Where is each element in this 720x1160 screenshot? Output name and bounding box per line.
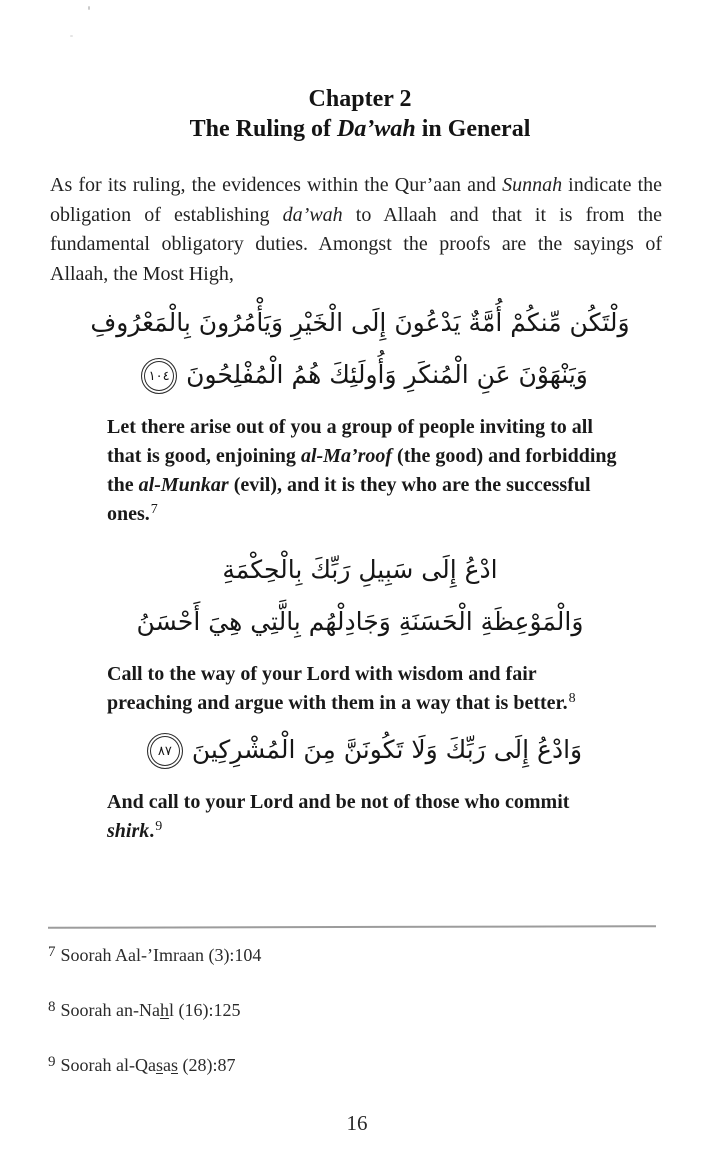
arabic-text: ادْعُ إِلَى سَبِيلِ رَبِّكَ بِالْحِكْمَةِ xyxy=(222,555,498,584)
chapter-subtitle xyxy=(0,114,720,144)
footnote-number: 9 xyxy=(48,1053,56,1070)
arabic-verse-3 xyxy=(0,724,720,776)
page-number xyxy=(0,1111,714,1136)
arabic-verse-3-line-1 xyxy=(0,724,720,776)
ayah-number: ١٠٤ xyxy=(148,368,170,384)
footnote-9 xyxy=(48,1054,720,1079)
footnote-8 xyxy=(48,999,720,1024)
footnote-text: l (16):125 xyxy=(168,999,241,1020)
translation-text: Let there arise out of you a group of people inviting to all that is good, enjoining xyxy=(107,416,593,467)
arabic-verse-1-line-1 xyxy=(0,297,720,349)
footnote-area xyxy=(0,926,720,1079)
footnote-underlined-letter: s xyxy=(170,1054,178,1075)
chapter-heading xyxy=(0,0,720,144)
page-number-text: 16 xyxy=(346,1111,368,1135)
footnote-ref-9: 9 xyxy=(155,819,163,834)
intro-italic-sunnah: Sunnah xyxy=(502,174,563,196)
translation-text: (the good) and forbidding the xyxy=(107,445,617,496)
footnote-separator-rule xyxy=(48,925,656,928)
footnote-ref-7: 7 xyxy=(150,502,158,517)
ayah-number: ٨٧ xyxy=(157,743,172,759)
footnote-text: (28):87 xyxy=(178,1054,236,1075)
translation-3 xyxy=(107,788,622,848)
translation-italic-shirk: shirk xyxy=(107,820,150,842)
footnote-text: Soorah al-Qa xyxy=(60,1054,156,1075)
arabic-text: وَادْعُ إِلَى رَبِّكَ وَلَا تَكُونَنَّ مِنَ الْمُشْرِكِينَ xyxy=(191,735,583,764)
translation-text: And call to your Lord and be not of those who commit xyxy=(107,791,570,813)
intro-text: to Allaah and that it is from the fundamental obligatory duties. Amongst the proofs are the sayings of Allaah, the Most High, xyxy=(50,203,662,285)
arabic-verse-1-line-2 xyxy=(0,349,720,401)
arabic-verse-1 xyxy=(0,297,720,401)
ayah-number-medallion-104 xyxy=(141,358,177,394)
translation-italic-almunkar: al-Munkar xyxy=(138,474,229,496)
footnote-text: a xyxy=(162,1054,171,1075)
chapter-subtitle-pre: The Ruling of xyxy=(189,116,338,142)
footnote-number: 7 xyxy=(48,943,56,960)
translation-text: . xyxy=(149,820,155,842)
translation-1 xyxy=(107,413,622,531)
intro-text: indicate the obligation of establishing xyxy=(50,174,663,226)
arabic-text: وَالْمَوْعِظَةِ الْحَسَنَةِ وَجَادِلْهُم بِالَّتِي هِيَ أَحْسَنُ xyxy=(136,607,584,636)
footnote-number: 8 xyxy=(48,998,56,1015)
chapter-subtitle-italic: Da’wah xyxy=(337,116,416,142)
footnote-7 xyxy=(48,944,720,969)
scan-speck xyxy=(70,35,73,37)
footnote-text: Soorah Aal-’Imraan (3):104 xyxy=(60,944,262,965)
footnote-text: Soorah an-Na xyxy=(60,999,160,1020)
ayah-number-medallion-87 xyxy=(147,733,183,769)
scan-speck xyxy=(88,6,90,10)
chapter-title xyxy=(0,84,720,114)
footnote-ref-8: 8 xyxy=(568,691,576,706)
translation-2 xyxy=(107,660,622,720)
footnote-underlined-letter: s xyxy=(155,1054,163,1075)
translation-text: (evil), and it is they who are the successful ones. xyxy=(107,474,591,525)
chapter-title-text: Chapter 2 xyxy=(308,86,412,112)
intro-text: As for its ruling, the evidences within the Qur’aan and xyxy=(50,174,503,196)
arabic-text: وَيَنْهَوْنَ عَنِ الْمُنكَرِ وَأُولَئِكَ هُمُ الْمُفْلِحُونَ xyxy=(186,360,588,389)
footnotes-list xyxy=(0,944,720,1079)
arabic-text: وَلْتَكُن مِّنكُمْ أُمَّةٌ يَدْعُونَ إِلَى الْخَيْرِ وَيَأْمُرُونَ بِالْمَعْرُوفِ xyxy=(90,308,630,337)
arabic-verse-2 xyxy=(0,544,720,648)
footnote-underlined-letter: h xyxy=(159,999,169,1020)
translation-text: Call to the way of your Lord with wisdom and fair preaching and argue with them in a way that is better. xyxy=(107,663,568,714)
intro-paragraph xyxy=(50,171,662,289)
chapter-subtitle-post: in General xyxy=(415,116,531,142)
translation-italic-almaroof: al-Ma’roof xyxy=(300,445,393,467)
arabic-verse-2-line-1 xyxy=(0,544,720,596)
arabic-verse-2-line-2 xyxy=(0,596,720,648)
intro-italic-dawah: da’wah xyxy=(282,203,343,226)
